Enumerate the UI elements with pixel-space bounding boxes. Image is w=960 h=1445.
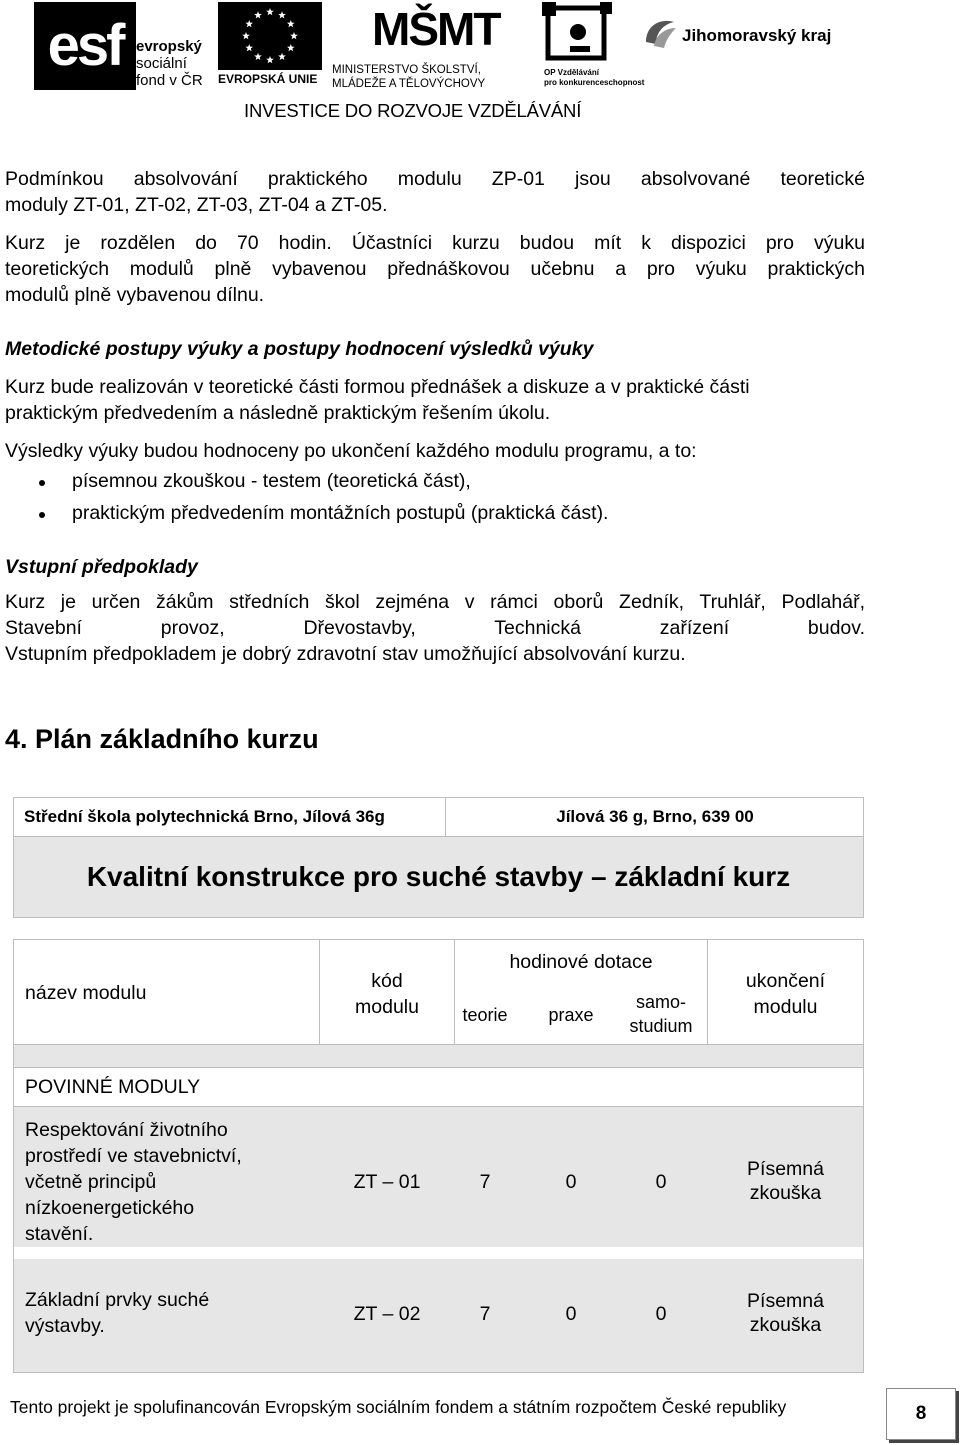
module-practice: 0 bbox=[565, 1171, 577, 1193]
paragraph-prerequisite-modules bbox=[5, 166, 865, 218]
paragraph-methods bbox=[5, 374, 865, 426]
completion-line1: Písemná bbox=[747, 1290, 824, 1312]
module-code: ZT – 02 bbox=[353, 1303, 421, 1325]
eu-flag-icon bbox=[218, 2, 322, 70]
msmt-logo bbox=[332, 2, 508, 94]
op-line2: pro konkurenceschopnost bbox=[544, 78, 645, 87]
header-code-line1: kód bbox=[371, 970, 403, 992]
msmt-mark: MŠMT bbox=[372, 3, 500, 55]
row-divider bbox=[14, 1067, 863, 1068]
paragraph-evaluation: Výsledky výuky budou hodnoceny po ukončení každého modulu programu, a to: bbox=[5, 440, 697, 462]
name-line: výstavby. bbox=[25, 1315, 105, 1337]
text-line: modulů plně vybavenou dílnu. bbox=[5, 284, 265, 306]
header-self-study bbox=[620, 990, 702, 1038]
text-line: Vstupním předpokladem je dobrý zdravotní stav umožňující absolvování kurzu. bbox=[5, 643, 686, 665]
module-completion bbox=[708, 1157, 863, 1205]
footer-funding-note: Tento projekt je spolufinancován Evropským sociálním fondem a státním rozpočtem České republiky bbox=[10, 1397, 787, 1417]
header-self-line1: samo- bbox=[635, 992, 686, 1012]
header-module-code bbox=[319, 968, 455, 1020]
header-end-line2: modulu bbox=[753, 996, 818, 1018]
header-end-line1: ukončení bbox=[745, 970, 826, 992]
esf-line1: evropský bbox=[136, 38, 202, 55]
module-completion bbox=[708, 1289, 863, 1337]
spacer-row bbox=[14, 1045, 863, 1067]
row-gap bbox=[14, 1247, 863, 1259]
header-practice: praxe bbox=[548, 1005, 594, 1025]
module-name bbox=[25, 1117, 315, 1247]
module-name bbox=[25, 1287, 315, 1339]
esf-logo-text bbox=[136, 38, 203, 89]
name-line: prostředí ve stavebnictví, bbox=[25, 1145, 242, 1167]
module-theory: 7 bbox=[479, 1303, 491, 1325]
school-name: Střední škola polytechnická Brno, Jílová 36g bbox=[24, 807, 385, 826]
section-title: 4. Plán základního kurzu bbox=[5, 724, 319, 754]
esf-line2: sociální bbox=[136, 55, 187, 72]
jmk-label: Jihomoravský kraj bbox=[682, 26, 832, 45]
name-line: stavění. bbox=[25, 1223, 94, 1245]
jmk-logo bbox=[642, 14, 852, 54]
heading-prerequisites: Vstupní předpoklady bbox=[5, 556, 198, 578]
completion-line2: zkouška bbox=[749, 1182, 822, 1204]
course-title: Kvalitní konstrukce pro suché stavby – základní kurz bbox=[86, 861, 791, 892]
text-line: Kurz bude realizován v teoretické části formou přednášek a diskuze a v praktické části bbox=[5, 376, 750, 398]
page-number: 8 bbox=[886, 1388, 956, 1440]
text-line: teoretických modulů plně vybavenou přednáškovou učebnu a pro výuku praktických bbox=[5, 258, 865, 280]
school-address bbox=[446, 804, 864, 830]
text-line: Podmínkou absolvování praktického modulu ZP-01 jsou absolvované teoretické bbox=[5, 168, 865, 190]
text-line: Kurz je určen žákům středních škol zejména v rámci oborů Zedník, Truhlář, Podlahář, bbox=[5, 591, 865, 613]
header-code-line2: modulu bbox=[355, 996, 419, 1018]
bullet-icon bbox=[39, 512, 45, 518]
header-completion bbox=[708, 968, 863, 1020]
eu-logo bbox=[218, 2, 324, 92]
msmt-line1: MINISTERSTVO ŠKOLSTVÍ, bbox=[332, 64, 481, 76]
section-mandatory-modules: POVINNÉ MODULY bbox=[25, 1076, 201, 1098]
module-theory: 7 bbox=[479, 1171, 491, 1193]
header-module-name: název modulu bbox=[25, 982, 147, 1004]
header-hours: hodinové dotace bbox=[509, 951, 653, 973]
name-line: Respektování životního bbox=[25, 1119, 228, 1141]
module-self-study: 0 bbox=[655, 1303, 667, 1325]
header-theory: teorie bbox=[462, 1005, 508, 1025]
text-line: praktickým předvedením a následně praktickým řešením úkolu. bbox=[5, 402, 551, 424]
module-practice: 0 bbox=[565, 1303, 577, 1325]
completion-line2: zkouška bbox=[749, 1314, 822, 1336]
text-line: Kurz je rozdělen do 70 hodin. Účastníci kurzu budou mít k dispozici pro výuku bbox=[5, 232, 865, 254]
name-line: nízkoenergetického bbox=[25, 1197, 195, 1219]
module-table bbox=[13, 939, 864, 1373]
op-line1: OP Vzdělávání bbox=[544, 68, 599, 77]
jmk-mark-icon bbox=[642, 14, 678, 50]
completion-line1: Písemná bbox=[747, 1158, 824, 1180]
module-self-study: 0 bbox=[655, 1171, 667, 1193]
eu-label: EVROPSKÁ UNIE bbox=[218, 72, 318, 86]
paragraph-course-hours bbox=[5, 230, 865, 308]
esf-mark: esf bbox=[34, 2, 136, 90]
bullet-item: písemnou zkouškou - testem (teoretická část), bbox=[72, 470, 471, 492]
table-row-zt02 bbox=[14, 1259, 863, 1372]
school-address-text: Jílová 36 g, Brno, 639 00 bbox=[556, 807, 754, 826]
esf-line3: fond v ČR bbox=[136, 72, 203, 89]
bullet-item: praktickým předvedením montážních postupů (praktická část). bbox=[72, 502, 609, 524]
name-line: Základní prvky suché bbox=[25, 1289, 210, 1311]
module-code: ZT – 01 bbox=[353, 1171, 421, 1193]
name-line: včetně principů bbox=[25, 1171, 157, 1193]
op-logo bbox=[540, 2, 645, 94]
table-row-zt01 bbox=[14, 1107, 863, 1247]
header-slogan: INVESTICE DO ROZVOJE VZDĚLÁVÁNÍ bbox=[244, 100, 582, 121]
esf-logo bbox=[34, 2, 216, 92]
text-line: moduly ZT-01, ZT-02, ZT-03, ZT-04 a ZT-05. bbox=[5, 194, 388, 216]
text-line: Stavební provoz, Dřevostavby, Technická zařízení budov. bbox=[5, 617, 865, 639]
paragraph-prerequisites bbox=[5, 589, 865, 667]
msmt-line2: MLÁDEŽE A TĚLOVÝCHOVY bbox=[332, 78, 486, 90]
bullet-icon bbox=[39, 480, 45, 486]
plan-header-table bbox=[13, 797, 864, 918]
heading-methods: Metodické postupy výuky a postupy hodnocení výsledků výuky bbox=[5, 338, 594, 360]
header-self-line2: studium bbox=[629, 1016, 693, 1036]
op-mark-icon bbox=[540, 2, 620, 64]
